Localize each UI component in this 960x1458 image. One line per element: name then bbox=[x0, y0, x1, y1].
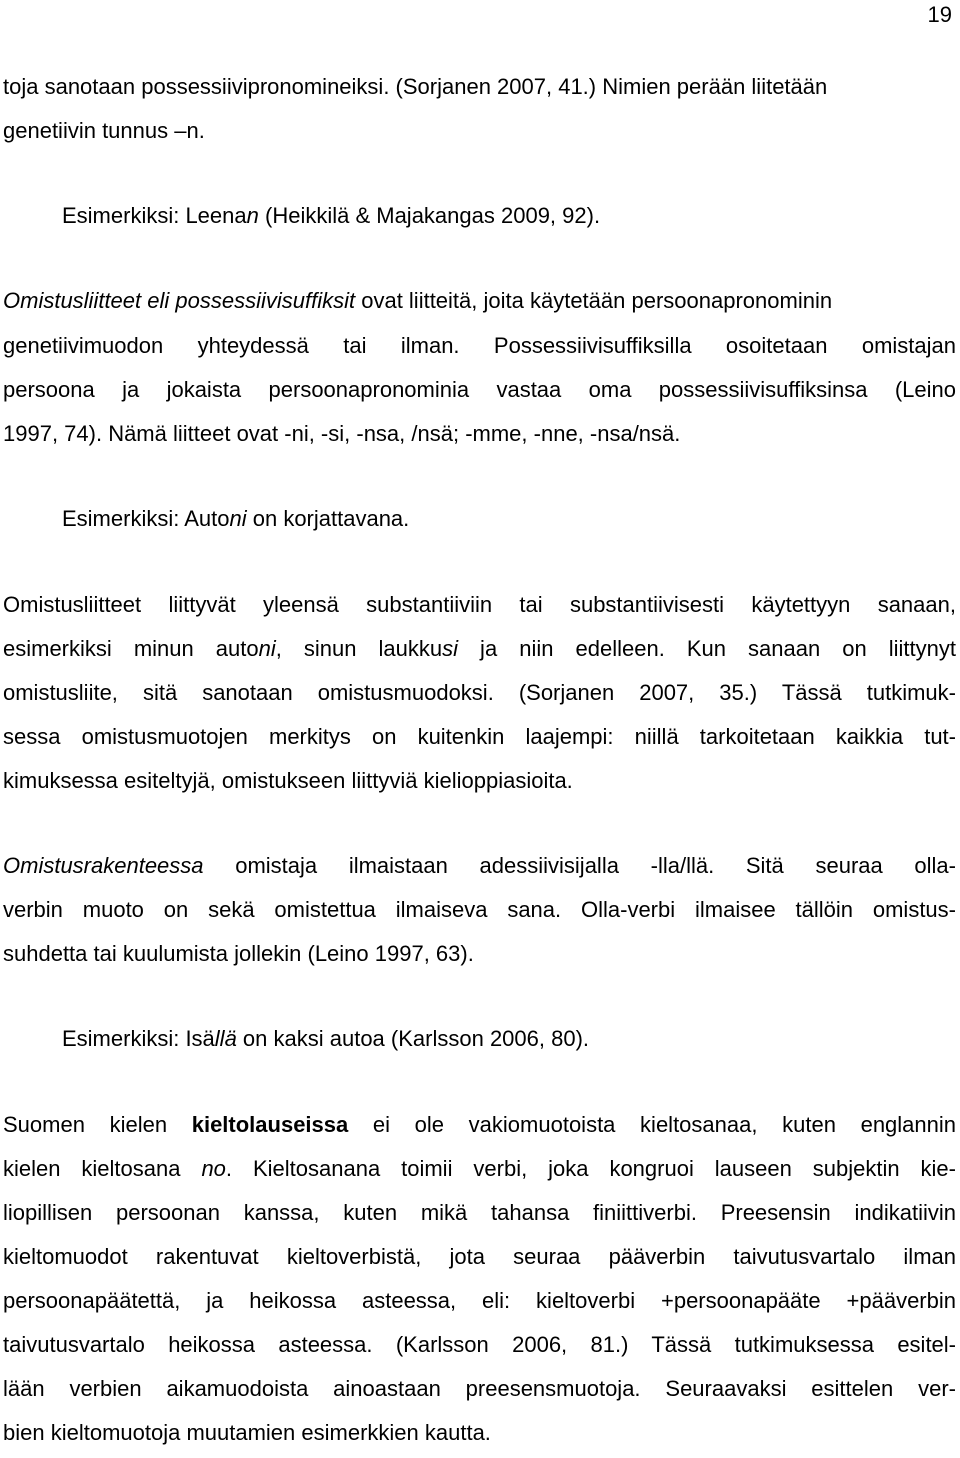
text-segment: Suomen kielen bbox=[3, 1112, 192, 1137]
text-line bbox=[3, 1332, 956, 1358]
text-segment: verbin muoto on sekä omistettua ilmaiseva sana. Olla-verbi ilmaisee tällöin omistus- bbox=[3, 897, 956, 922]
text-segment: Esimerkiksi: Isä bbox=[62, 1026, 215, 1051]
text-line bbox=[3, 680, 956, 706]
text-segment: esimerkiksi minun auto bbox=[3, 636, 259, 661]
example-line bbox=[62, 1026, 589, 1052]
text-segment: omistaja ilmaistaan adessiivisijalla -lla/llä. Sitä seuraa olla- bbox=[203, 853, 956, 878]
text-segment: ei ole vakiomuotoista kieltosanaa, kuten englannin bbox=[348, 1112, 956, 1137]
text-segment: persoonapäätettä, ja heikossa asteessa, eli: kieltoverbi +persoonapääte +pääverbin bbox=[3, 1288, 956, 1313]
text-segment: Esimerkiksi: Leena bbox=[62, 203, 247, 228]
text-segment: kieltomuodot rakentuvat kieltoverbistä, jota seuraa pääverbin taivutusvartalo ilman bbox=[3, 1244, 956, 1269]
text-segment: persoona ja jokaista persoonapronominia vastaa oma possessiivisuffiksinsa (Leino bbox=[3, 377, 956, 402]
text-line bbox=[3, 897, 956, 923]
text-line bbox=[3, 1112, 956, 1138]
example-line bbox=[62, 506, 409, 532]
text-line bbox=[3, 941, 474, 967]
text-line bbox=[3, 592, 956, 618]
text-segment: on korjattavana. bbox=[246, 506, 410, 531]
text-segment: . Kieltosanana toimii verbi, joka kongruoi lauseen subjektin kie- bbox=[225, 1156, 956, 1181]
text-line bbox=[3, 1376, 956, 1402]
text-line bbox=[3, 74, 827, 100]
text-segment: omistusliite, sitä sanotaan omistusmuodoksi. (Sorjanen 2007, 35.) Tässä tutkimuk- bbox=[3, 680, 956, 705]
text-segment: Omistusliitteet liittyvät yleensä substantiiviin tai substantiivisesti käytettyyn sanaan, bbox=[3, 592, 956, 617]
text-segment: , sinun laukku bbox=[275, 636, 443, 661]
italic-text: n bbox=[246, 203, 259, 228]
italic-text: Omistusrakenteessa bbox=[3, 853, 204, 878]
text-line bbox=[3, 333, 956, 359]
text-line bbox=[3, 288, 832, 314]
italic-text: Omistusliitteet eli possessiivisuffiksit bbox=[3, 288, 356, 313]
page-number: 19 bbox=[927, 2, 952, 27]
text-segment: genetiivimuodon yhteydessä tai ilman. Possessiivisuffiksilla osoitetaan omistajan bbox=[3, 333, 956, 358]
text-line bbox=[3, 724, 956, 750]
text-segment: liopillisen persoonan kanssa, kuten mikä tahansa finiittiverbi. Preesensin indikatiivin bbox=[3, 1200, 956, 1225]
text-line bbox=[3, 853, 956, 879]
text-line bbox=[3, 1420, 491, 1446]
text-segment: suhdetta tai kuulumista jollekin (Leino 1997, 63). bbox=[3, 941, 474, 966]
text-segment: bien kieltomuotoja muutamien esimerkkien kautta. bbox=[3, 1420, 491, 1445]
text-line bbox=[3, 1200, 956, 1226]
text-line bbox=[3, 377, 956, 403]
text-segment: taivutusvartalo heikossa asteessa. (Karlsson 2006, 81.) Tässä tutkimuksessa esitel- bbox=[3, 1332, 956, 1357]
text-segment: kimuksessa esiteltyjä, omistukseen liittyviä kielioppiasioita. bbox=[3, 768, 573, 793]
text-line bbox=[3, 1156, 956, 1182]
text-segment: 1997, 74). Nämä liitteet ovat -ni, -si, -nsa, /nsä; -mme, -nne, -nsa/nsä. bbox=[3, 421, 681, 446]
text-segment: lään verbien aikamuodoista ainoastaan preesensmuotoja. Seuraavaksi esittelen ver- bbox=[3, 1376, 956, 1401]
text-line bbox=[3, 636, 956, 662]
text-line bbox=[3, 118, 205, 144]
text-segment: (Heikkilä & Majakangas 2009, 92). bbox=[258, 203, 601, 228]
text-line bbox=[3, 768, 573, 794]
italic-text: llä bbox=[214, 1026, 237, 1051]
text-line bbox=[3, 1288, 956, 1314]
text-segment: ja niin edelleen. Kun sanaan on liittynyt bbox=[458, 636, 957, 661]
text-segment: ovat liitteitä, joita käytetään persoonapronominin bbox=[355, 288, 833, 313]
bold-text: kieltolauseissa bbox=[191, 1112, 349, 1137]
italic-text: si bbox=[442, 636, 459, 661]
text-line bbox=[3, 421, 680, 447]
text-line bbox=[3, 1244, 956, 1270]
text-segment: on kaksi autoa (Karlsson 2006, 80). bbox=[236, 1026, 590, 1051]
italic-text: ni bbox=[258, 636, 276, 661]
text-segment: kielen kieltosana bbox=[3, 1156, 202, 1181]
example-line bbox=[62, 203, 600, 229]
text-segment: toja sanotaan possessiivipronomineiksi. (Sorjanen 2007, 41.) Nimien perään liitetään bbox=[3, 74, 828, 99]
text-segment: sessa omistusmuotojen merkitys on kuitenkin laajempi: niillä tarkoitetaan kaikkia tut- bbox=[3, 724, 956, 749]
text-segment: Esimerkiksi: Auto bbox=[62, 506, 230, 531]
text-segment: genetiivin tunnus –n. bbox=[3, 118, 205, 143]
italic-text: no bbox=[201, 1156, 226, 1181]
italic-text: ni bbox=[229, 506, 247, 531]
